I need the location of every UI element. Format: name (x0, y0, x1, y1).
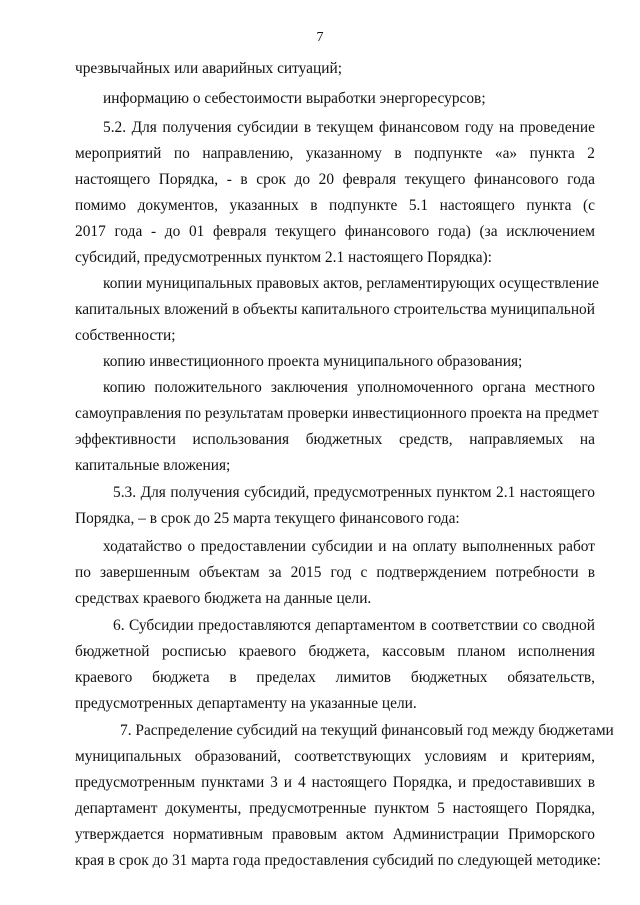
text-line: департамент документы, предусмотренные пунктом 5 настоящего Порядка, (75, 800, 595, 817)
paragraph-first-line: 6. Субсидии предоставляются департаментом в соответствии со сводной (113, 617, 595, 634)
text-line: капитальные вложения; (75, 457, 231, 474)
paragraph-first-line: 7. Распределение субсидий на текущий финансовый год между бюджетами (120, 722, 614, 739)
text-line: предусмотренным пунктами 3 и 4 настоящего Порядка, и предоставивших в (75, 774, 595, 791)
paragraph-first-line: ходатайство о предоставлении субсидии и на оплату выполненных работ (103, 538, 595, 555)
paragraph-first-line: 5.3. Для получения субсидий, предусмотренных пунктом 2.1 настоящего (113, 484, 595, 501)
text-line: утверждается нормативным правовым актом Администрации Приморского (75, 826, 595, 843)
paragraph-first-line: копию положительного заключения уполномоченного органа местного (103, 379, 595, 396)
text-line: эффективности использования бюджетных средств, направляемых на (75, 431, 595, 448)
text-line: собственности; (75, 327, 176, 344)
text-line: предусмотренных департаменту на указанные цели. (75, 695, 417, 712)
paragraph-first-line: копию инвестиционного проекта муниципального образования; (103, 353, 523, 370)
text-line: чрезвычайных или аварийных ситуаций; (75, 60, 342, 77)
text-line: мероприятий по направлению, указанному в подпункте «а» пункта 2 (75, 145, 595, 162)
text-line: субсидий, предусмотренных пунктом 2.1 настоящего Порядка): (75, 249, 492, 266)
text-line: муниципальных образований, соответствующих условиям и критериям, (75, 748, 595, 765)
text-line: Порядка, – в срок до 25 марта текущего финансового года: (75, 510, 460, 527)
text-line: информацию о себестоимости выработки энергоресурсов; (103, 90, 486, 107)
paragraph-first-line: 5.2. Для получения субсидии в текущем финансовом году на проведение (103, 119, 595, 136)
text-line: помимо документов, указанных в подпункте 5.1 настоящего пункта (с (75, 197, 595, 214)
page-number: 7 (316, 30, 324, 45)
text-line: средствах краевого бюджета на данные цели. (75, 590, 372, 607)
text-line: настоящего Порядка, - в срок до 20 февраля текущего финансового года (75, 171, 595, 188)
text-line: капитальных вложений в объекты капитального строительства муниципальной (75, 301, 595, 318)
text-line: по завершенным объектам за 2015 год с подтверждением потребности в (75, 564, 595, 581)
paragraph-first-line: копии муниципальных правовых актов, регламентирующих осуществление (103, 275, 599, 292)
text-line: самоуправления по результатам проверки инвестиционного проекта на предмет (75, 405, 599, 422)
text-line: края в срок до 31 марта года предоставления субсидий по следующей методике: (75, 852, 601, 869)
text-line: краевого бюджета в пределах лимитов бюджетных обязательств, (75, 669, 595, 686)
text-line: бюджетной росписью краевого бюджета, кассовым планом исполнения (75, 643, 595, 660)
text-line: 2017 года - до 01 февраля текущего финансового года) (за исключением (75, 223, 595, 240)
